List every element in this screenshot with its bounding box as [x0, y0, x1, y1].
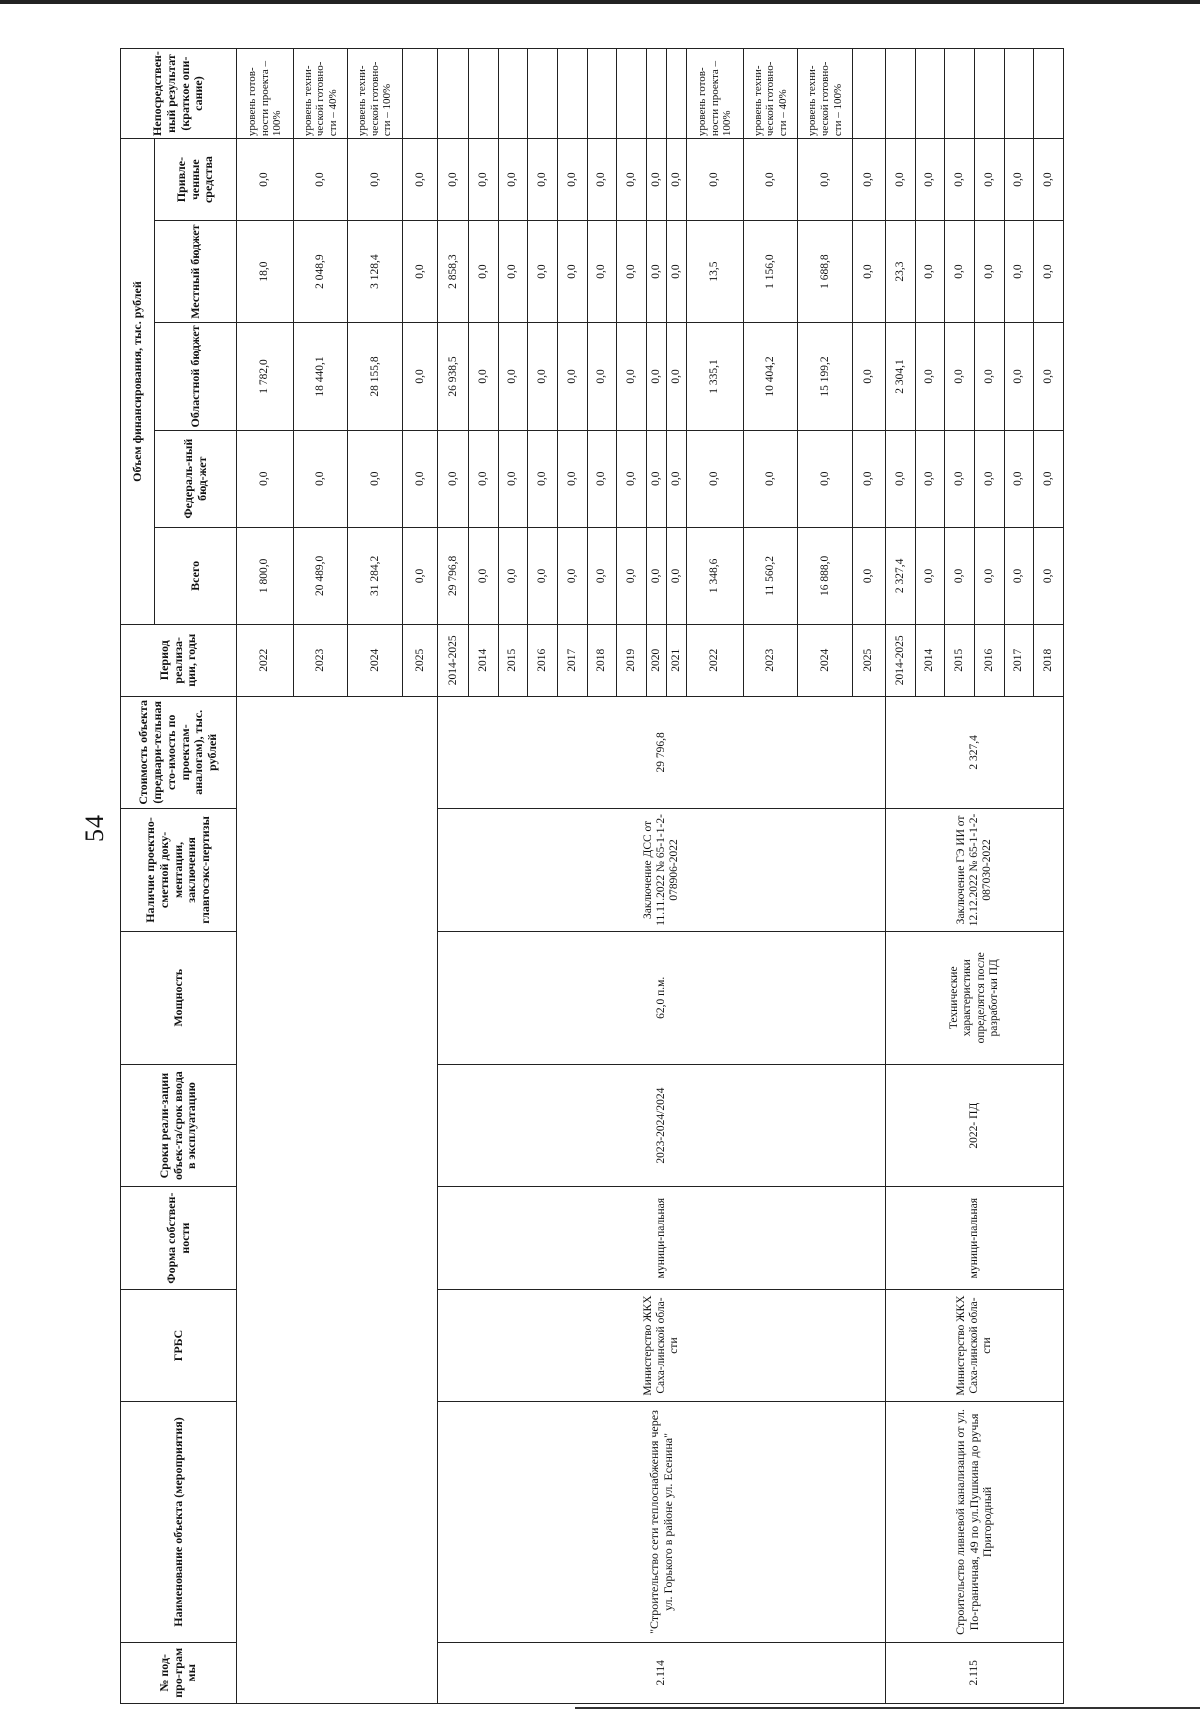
local-cell: 23,3 — [886, 220, 916, 322]
regional-cell: 15 199,2 — [798, 323, 853, 430]
regional-cell: 0,0 — [558, 323, 588, 430]
local-cell: 3 128,4 — [348, 220, 403, 322]
local-cell: 1 688,8 — [798, 220, 853, 322]
attracted-cell: 0,0 — [293, 139, 348, 221]
local-cell: 0,0 — [646, 220, 666, 322]
total-cell: 16 888,0 — [798, 527, 853, 624]
attracted-cell: 0,0 — [237, 139, 294, 221]
total-cell: 0,0 — [945, 527, 975, 624]
federal-cell: 0,0 — [438, 430, 469, 527]
regional-cell: 18 440,1 — [293, 323, 348, 430]
period-cell: 2025 — [852, 624, 885, 696]
federal-cell: 0,0 — [617, 430, 647, 527]
attracted-cell: 0,0 — [666, 139, 686, 221]
period-cell: 2021 — [666, 624, 686, 696]
result-cell — [587, 49, 617, 139]
continuation-blank-cell — [237, 696, 438, 1703]
local-cell: 0,0 — [974, 220, 1004, 322]
result-cell: уровень готов-ности проекта – 100% — [237, 49, 294, 139]
federal-cell: 0,0 — [687, 430, 744, 527]
total-cell: 0,0 — [915, 527, 945, 624]
total-cell: 0,0 — [852, 527, 885, 624]
attracted-cell: 0,0 — [687, 139, 744, 221]
result-cell — [617, 49, 647, 139]
total-cell: 0,0 — [666, 527, 686, 624]
federal-cell: 0,0 — [498, 430, 528, 527]
period-cell: 2022 — [687, 624, 744, 696]
federal-cell: 0,0 — [852, 430, 885, 527]
federal-cell: 0,0 — [886, 430, 916, 527]
local-cell: 0,0 — [528, 220, 558, 322]
period-cell: 2014 — [915, 624, 945, 696]
result-cell — [915, 49, 945, 139]
total-cell: 0,0 — [587, 527, 617, 624]
total-cell: 0,0 — [646, 527, 666, 624]
federal-cell: 0,0 — [293, 430, 348, 527]
federal-cell: 0,0 — [646, 430, 666, 527]
total-cell: 1 348,6 — [687, 527, 744, 624]
period-cell: 2014-2025 — [438, 624, 469, 696]
local-cell: 0,0 — [1004, 220, 1034, 322]
result-cell: уровень техни-ческой готовно-сти – 100% — [798, 49, 853, 139]
period-cell: 2017 — [1004, 624, 1034, 696]
period-cell: 2014-2025 — [886, 624, 916, 696]
object-design-cell: Заключение ДСС от 11.11.2022 № 65-1-1-2-078906-2022 — [438, 809, 886, 932]
header-capacity: Мощность — [121, 931, 237, 1064]
header-result: Непосредствен-ный результат (краткое опи-сание) — [121, 49, 237, 139]
period-cell: 2023 — [743, 624, 798, 696]
local-cell: 0,0 — [498, 220, 528, 322]
regional-cell: 0,0 — [587, 323, 617, 430]
total-cell: 1 800,0 — [237, 527, 294, 624]
period-cell: 2023 — [293, 624, 348, 696]
result-cell — [852, 49, 885, 139]
federal-cell: 0,0 — [743, 430, 798, 527]
attracted-cell: 0,0 — [528, 139, 558, 221]
federal-cell: 0,0 — [1034, 430, 1064, 527]
local-cell: 0,0 — [469, 220, 499, 322]
total-cell: 29 796,8 — [438, 527, 469, 624]
object-design-cell: Заключение ГЭ ИИ от 12.12.2022 № 65-1-1-2-087030-2022 — [886, 809, 1064, 932]
period-cell: 2022 — [237, 624, 294, 696]
result-cell — [886, 49, 916, 139]
period-cell: 2016 — [974, 624, 1004, 696]
federal-cell: 0,0 — [798, 430, 853, 527]
object-terms-cell: 2022- ПД — [886, 1064, 1064, 1187]
attracted-cell: 0,0 — [438, 139, 469, 221]
header-regional: Областной бюджет — [155, 323, 237, 430]
header-local: Местный бюджет — [155, 220, 237, 322]
total-cell: 0,0 — [469, 527, 499, 624]
header-cost: Стоимость объекта (предвари-тельная сто-имость по проектам-аналогам), тыс. рублей — [121, 696, 237, 809]
regional-cell: 0,0 — [1034, 323, 1064, 430]
attracted-cell: 0,0 — [743, 139, 798, 221]
attracted-cell: 0,0 — [469, 139, 499, 221]
regional-cell: 1 335,1 — [687, 323, 744, 430]
period-cell: 2020 — [646, 624, 666, 696]
regional-cell: 28 155,8 — [348, 323, 403, 430]
period-cell: 2024 — [348, 624, 403, 696]
federal-cell: 0,0 — [945, 430, 975, 527]
attracted-cell: 0,0 — [1004, 139, 1034, 221]
federal-cell: 0,0 — [348, 430, 403, 527]
attracted-cell: 0,0 — [646, 139, 666, 221]
local-cell: 0,0 — [617, 220, 647, 322]
attracted-cell: 0,0 — [587, 139, 617, 221]
local-cell: 1 156,0 — [743, 220, 798, 322]
result-cell — [438, 49, 469, 139]
result-cell — [974, 49, 1004, 139]
attracted-cell: 0,0 — [348, 139, 403, 221]
header-period: Период реализа-ции, годы — [121, 624, 237, 696]
period-cell: 2025 — [402, 624, 438, 696]
federal-cell: 0,0 — [469, 430, 499, 527]
attracted-cell: 0,0 — [1034, 139, 1064, 221]
header-grbs: ГРБС — [121, 1289, 237, 1402]
total-cell: 2 327,4 — [886, 527, 916, 624]
regional-cell: 0,0 — [646, 323, 666, 430]
regional-cell: 26 938,5 — [438, 323, 469, 430]
attracted-cell: 0,0 — [798, 139, 853, 221]
object-grbs-cell: Министерство ЖКХ Саха-линской обла-сти — [886, 1289, 1064, 1402]
rotated-table-wrapper — [120, 48, 1064, 1704]
attracted-cell: 0,0 — [402, 139, 438, 221]
object-name-cell: "Строительство сети теплоснабжения через ул. Горького в районе ул. Есенина" — [438, 1402, 886, 1642]
total-cell: 0,0 — [974, 527, 1004, 624]
local-cell: 0,0 — [666, 220, 686, 322]
attracted-cell: 0,0 — [852, 139, 885, 221]
object-cost-cell: 2 327,4 — [886, 696, 1064, 809]
federal-cell: 0,0 — [587, 430, 617, 527]
header-design: Наличие проектно-сметной доку-ментации, заключения главгосэкс-пертизы — [121, 809, 237, 932]
regional-cell: 0,0 — [528, 323, 558, 430]
result-cell — [528, 49, 558, 139]
result-cell — [498, 49, 528, 139]
attracted-cell: 0,0 — [915, 139, 945, 221]
result-cell: уровень техни-ческой готовно-сти – 40% — [743, 49, 798, 139]
period-cell: 2018 — [1034, 624, 1064, 696]
object-ownership-cell: муници-пальная — [886, 1187, 1064, 1289]
header-ownership: Форма собствен-ности — [121, 1187, 237, 1289]
table-body — [237, 49, 1064, 1704]
local-cell: 0,0 — [945, 220, 975, 322]
attracted-cell: 0,0 — [558, 139, 588, 221]
result-cell: уровень техни-ческой готовно-сти – 100% — [348, 49, 403, 139]
header-name: Наименование объекта (мероприятия) — [121, 1402, 237, 1642]
result-cell — [402, 49, 438, 139]
total-cell: 31 284,2 — [348, 527, 403, 624]
total-cell: 0,0 — [617, 527, 647, 624]
federal-cell: 0,0 — [666, 430, 686, 527]
total-cell: 11 560,2 — [743, 527, 798, 624]
result-cell — [1034, 49, 1064, 139]
result-cell — [469, 49, 499, 139]
regional-cell: 0,0 — [1004, 323, 1034, 430]
table-row — [237, 49, 294, 1704]
regional-cell: 0,0 — [402, 323, 438, 430]
federal-cell: 0,0 — [915, 430, 945, 527]
total-cell: 0,0 — [498, 527, 528, 624]
result-cell — [558, 49, 588, 139]
local-cell: 18,0 — [237, 220, 294, 322]
regional-cell: 0,0 — [945, 323, 975, 430]
local-cell: 2 858,3 — [438, 220, 469, 322]
result-cell: уровень готов-ности проекта – 100% — [687, 49, 744, 139]
financing-table — [120, 48, 1064, 1704]
period-cell: 2019 — [617, 624, 647, 696]
attracted-cell: 0,0 — [617, 139, 647, 221]
regional-cell: 10 404,2 — [743, 323, 798, 430]
local-cell: 0,0 — [1034, 220, 1064, 322]
object-num-cell: 2.115 — [886, 1642, 1064, 1703]
result-cell — [1004, 49, 1034, 139]
total-cell: 20 489,0 — [293, 527, 348, 624]
regional-cell: 0,0 — [617, 323, 647, 430]
table-header — [121, 49, 237, 1704]
object-num-cell: 2.114 — [438, 1642, 886, 1703]
total-cell: 0,0 — [402, 527, 438, 624]
result-cell — [945, 49, 975, 139]
local-cell: 0,0 — [852, 220, 885, 322]
regional-cell: 0,0 — [915, 323, 945, 430]
local-cell: 2 048,9 — [293, 220, 348, 322]
period-cell: 2018 — [587, 624, 617, 696]
period-cell: 2024 — [798, 624, 853, 696]
total-cell: 0,0 — [528, 527, 558, 624]
header-federal: Федераль-ный бюд-жет — [155, 430, 237, 527]
local-cell: 0,0 — [558, 220, 588, 322]
regional-cell: 0,0 — [498, 323, 528, 430]
top-rule — [0, 0, 1200, 4]
regional-cell: 0,0 — [974, 323, 1004, 430]
object-capacity-cell: 62,0 п.м. — [438, 931, 886, 1064]
local-cell: 0,0 — [402, 220, 438, 322]
object-capacity-cell: Технические характеристики определятся после разработ-ки ПД — [886, 931, 1064, 1064]
regional-cell: 0,0 — [666, 323, 686, 430]
federal-cell: 0,0 — [1004, 430, 1034, 527]
header-num: № под-про-грам мы — [121, 1642, 237, 1703]
federal-cell: 0,0 — [402, 430, 438, 527]
attracted-cell: 0,0 — [498, 139, 528, 221]
header-funding: Объем финансирования, тыс. рублей — [121, 139, 155, 625]
local-cell: 0,0 — [915, 220, 945, 322]
local-cell: 13,5 — [687, 220, 744, 322]
total-cell: 0,0 — [1004, 527, 1034, 624]
object-terms-cell: 2023-2024/2024 — [438, 1064, 886, 1187]
total-cell: 0,0 — [1034, 527, 1064, 624]
object-cost-cell: 29 796,8 — [438, 696, 886, 809]
federal-cell: 0,0 — [237, 430, 294, 527]
federal-cell: 0,0 — [528, 430, 558, 527]
regional-cell: 1 782,0 — [237, 323, 294, 430]
header-terms: Сроки реали-зации объек-та/срок ввода в эксплуатацию — [121, 1064, 237, 1187]
period-cell: 2014 — [469, 624, 499, 696]
period-cell: 2015 — [498, 624, 528, 696]
bottom-rule — [575, 1707, 1200, 1709]
table-row — [438, 49, 469, 1704]
object-name-cell: Строительство ливневой канализации от ул. По-граничная, 49 по ул.Пушкина до ручья Пригородный — [886, 1402, 1064, 1642]
period-cell: 2017 — [558, 624, 588, 696]
regional-cell: 0,0 — [852, 323, 885, 430]
attracted-cell: 0,0 — [974, 139, 1004, 221]
attracted-cell: 0,0 — [886, 139, 916, 221]
total-cell: 0,0 — [558, 527, 588, 624]
regional-cell: 0,0 — [469, 323, 499, 430]
federal-cell: 0,0 — [974, 430, 1004, 527]
local-cell: 0,0 — [587, 220, 617, 322]
table-row — [886, 49, 916, 1704]
period-cell: 2015 — [945, 624, 975, 696]
result-cell — [646, 49, 666, 139]
attracted-cell: 0,0 — [945, 139, 975, 221]
result-cell: уровень техни-ческой готовно-сти – 40% — [293, 49, 348, 139]
object-grbs-cell: Министерство ЖКХ Саха-линской обла-сти — [438, 1289, 886, 1402]
page-number: 54 — [80, 814, 109, 842]
header-total: Всего — [155, 527, 237, 624]
result-cell — [666, 49, 686, 139]
period-cell: 2016 — [528, 624, 558, 696]
header-attracted: Привле-ченные средства — [155, 139, 237, 221]
regional-cell: 2 304,1 — [886, 323, 916, 430]
federal-cell: 0,0 — [558, 430, 588, 527]
object-ownership-cell: муници-пальная — [438, 1187, 886, 1289]
